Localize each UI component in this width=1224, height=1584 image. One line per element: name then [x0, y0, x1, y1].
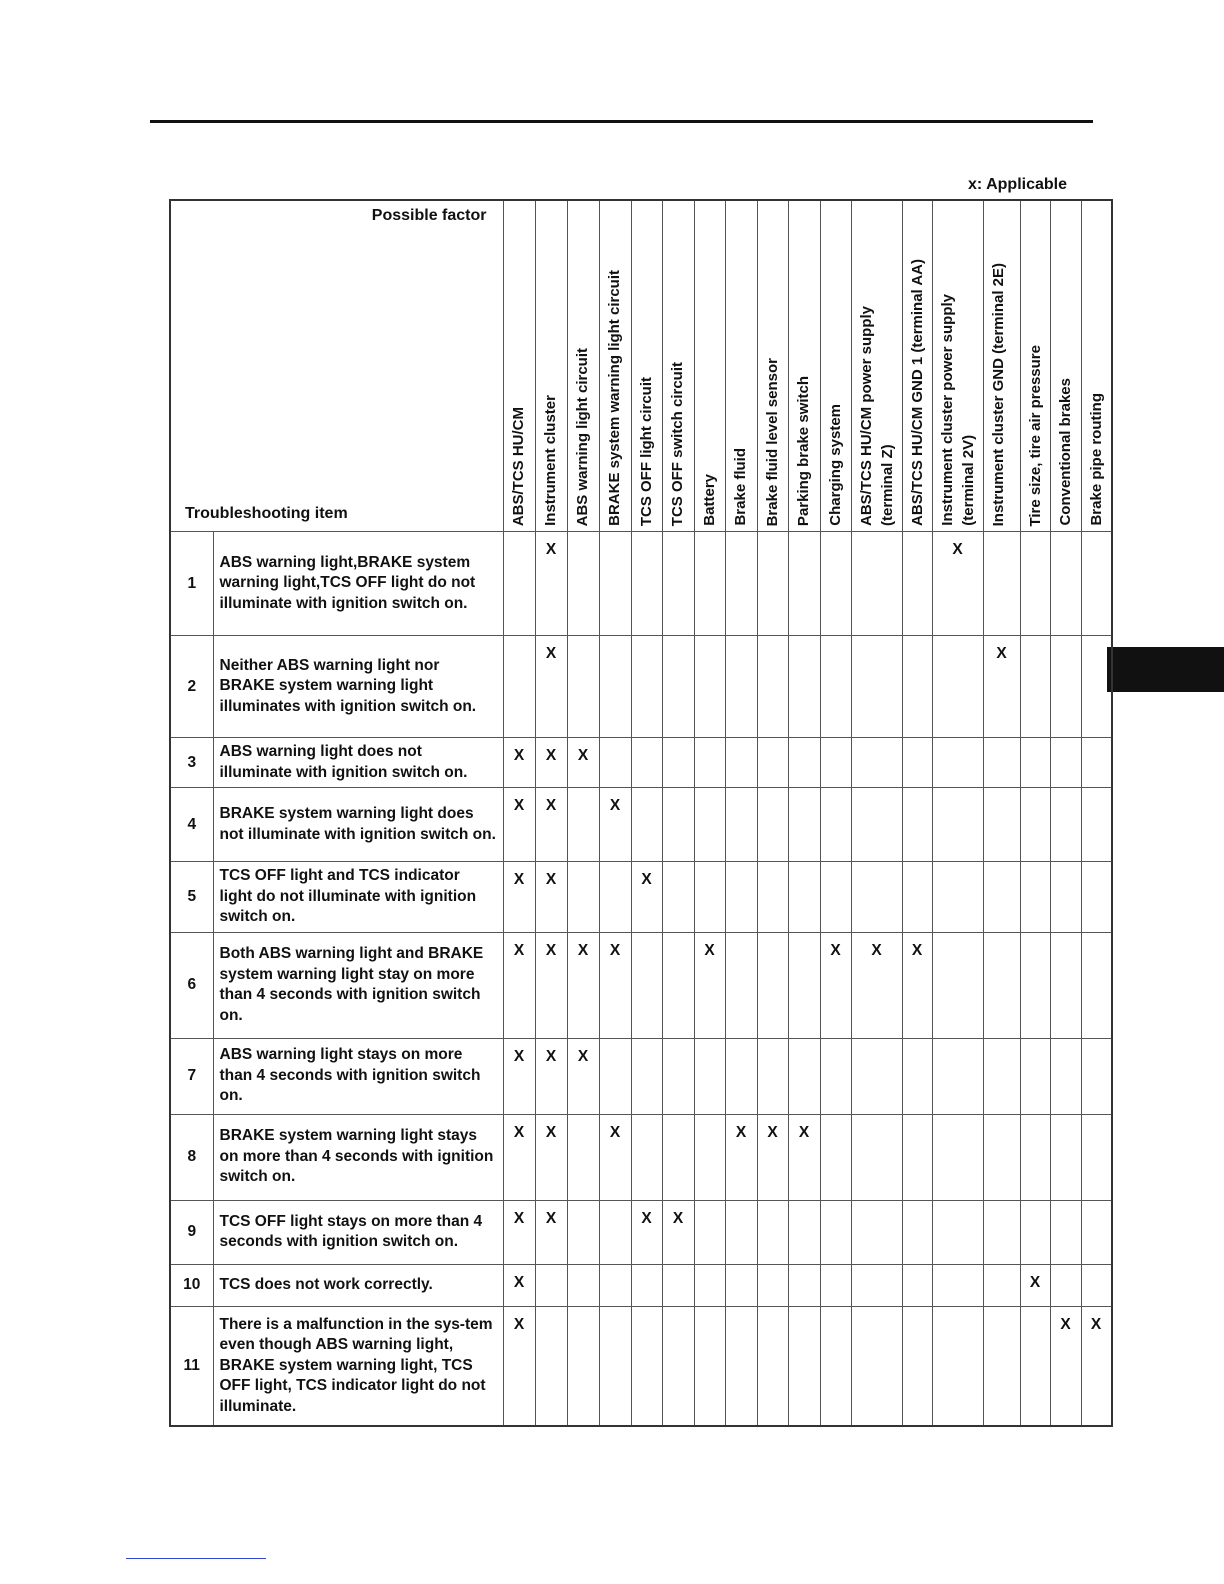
matrix-cell	[983, 738, 1020, 788]
matrix-cell	[1081, 1038, 1112, 1114]
matrix-cell	[599, 862, 631, 933]
matrix-cell	[1050, 1264, 1081, 1306]
factor-label: Instrument cluster GND (terminal 2E)	[989, 262, 1007, 526]
troubleshooting-item: BRAKE system warning light does not illuminate with ignition switch on.	[213, 788, 503, 862]
matrix-cell	[851, 636, 902, 738]
matrix-cell	[983, 1306, 1020, 1426]
applicable-mark: X	[535, 788, 567, 862]
matrix-cell	[725, 532, 757, 636]
matrix-cell	[788, 1306, 820, 1426]
table-row	[170, 636, 1112, 738]
matrix-cell	[631, 1306, 662, 1426]
applicable-mark: X	[503, 1038, 535, 1114]
factor-header-14	[932, 200, 983, 532]
matrix-cell	[694, 532, 725, 636]
matrix-cell	[902, 1200, 932, 1264]
factor-header-12	[851, 200, 902, 532]
matrix-cell	[757, 862, 788, 933]
matrix-cell	[694, 788, 725, 862]
matrix-cell	[932, 1200, 983, 1264]
matrix-cell	[902, 636, 932, 738]
matrix-cell	[1020, 636, 1050, 738]
matrix-cell	[757, 932, 788, 1038]
matrix-cell	[757, 738, 788, 788]
matrix-cell	[820, 1038, 851, 1114]
row-number: 5	[170, 862, 213, 933]
matrix-cell	[932, 1264, 983, 1306]
matrix-cell	[820, 1200, 851, 1264]
matrix-cell	[983, 862, 1020, 933]
applicable-mark: X	[503, 932, 535, 1038]
matrix-cell	[599, 1264, 631, 1306]
matrix-cell	[725, 738, 757, 788]
matrix-cell	[662, 532, 694, 636]
applicable-mark: X	[983, 636, 1020, 738]
matrix-cell	[662, 932, 694, 1038]
row-number: 7	[170, 1038, 213, 1114]
factor-label: Instrument cluster power supply (terminal 2V)	[938, 294, 977, 526]
applicable-mark: X	[503, 1264, 535, 1306]
applicable-mark: X	[503, 862, 535, 933]
applicable-mark: X	[1020, 1264, 1050, 1306]
troubleshooting-item: Neither ABS warning light nor BRAKE system warning light illuminates with ignition switch on.	[213, 636, 503, 738]
troubleshooting-item-label: Troubleshooting item	[185, 505, 348, 522]
applicable-mark: X	[599, 788, 631, 862]
matrix-cell	[694, 1038, 725, 1114]
matrix-cell	[902, 788, 932, 862]
matrix-cell	[788, 862, 820, 933]
factor-label: Brake fluid level sensor	[763, 357, 781, 526]
table-row	[170, 1038, 1112, 1114]
matrix-cell	[902, 1038, 932, 1114]
factor-header-7	[694, 200, 725, 532]
matrix-cell	[788, 788, 820, 862]
matrix-cell	[694, 1114, 725, 1200]
troubleshooting-item: ABS warning light does not illuminate with ignition switch on.	[213, 738, 503, 788]
factor-label: TCS OFF light circuit	[637, 376, 655, 526]
matrix-cell	[725, 932, 757, 1038]
factor-header-16	[1020, 200, 1050, 532]
matrix-cell	[662, 788, 694, 862]
table-row	[170, 1200, 1112, 1264]
factor-label: ABS/TCS HU/CM GND 1 (terminal AA)	[908, 259, 926, 526]
matrix-cell	[694, 1264, 725, 1306]
matrix-cell	[1081, 1200, 1112, 1264]
matrix-cell	[851, 1306, 902, 1426]
matrix-cell	[631, 1038, 662, 1114]
factor-label: BRAKE system warning light circuit	[605, 270, 623, 526]
matrix-cell	[631, 1264, 662, 1306]
factor-header-row	[170, 200, 1112, 532]
matrix-cell	[567, 788, 599, 862]
matrix-cell	[631, 788, 662, 862]
troubleshooting-item: ABS warning light stays on more than 4 seconds with ignition switch on.	[213, 1038, 503, 1114]
applicable-mark: X	[932, 532, 983, 636]
applicable-mark: X	[631, 1200, 662, 1264]
matrix-cell	[983, 1038, 1020, 1114]
matrix-cell	[1050, 532, 1081, 636]
matrix-cell	[725, 636, 757, 738]
matrix-cell	[725, 1264, 757, 1306]
row-number: 8	[170, 1114, 213, 1200]
applicable-mark: X	[1081, 1306, 1112, 1426]
matrix-cell	[725, 1038, 757, 1114]
matrix-cell	[820, 788, 851, 862]
applicable-mark: X	[788, 1114, 820, 1200]
matrix-cell	[631, 1114, 662, 1200]
matrix-cell	[820, 1114, 851, 1200]
matrix-cell	[757, 1038, 788, 1114]
matrix-cell	[567, 1306, 599, 1426]
matrix-cell	[662, 1264, 694, 1306]
matrix-cell	[1081, 636, 1112, 738]
matrix-cell	[788, 532, 820, 636]
applicable-mark: X	[851, 932, 902, 1038]
matrix-cell	[599, 1200, 631, 1264]
matrix-cell	[851, 1200, 902, 1264]
matrix-cell	[983, 532, 1020, 636]
factor-header-15	[983, 200, 1020, 532]
matrix-cell	[599, 738, 631, 788]
factor-header-9	[757, 200, 788, 532]
factor-label: ABS/TCS HU/CM power supply (terminal Z)	[857, 305, 896, 526]
matrix-cell	[567, 1200, 599, 1264]
row-number: 3	[170, 738, 213, 788]
applicable-mark: X	[535, 532, 567, 636]
matrix-cell	[694, 1306, 725, 1426]
matrix-cell	[662, 636, 694, 738]
factor-header-4	[599, 200, 631, 532]
troubleshooting-item: TCS does not work correctly.	[213, 1264, 503, 1306]
table-row	[170, 532, 1112, 636]
matrix-cell	[1081, 788, 1112, 862]
row-number: 2	[170, 636, 213, 738]
applicable-mark: X	[820, 932, 851, 1038]
matrix-cell	[788, 1038, 820, 1114]
factor-label: Tire size, tire air pressure	[1026, 344, 1044, 526]
row-number: 6	[170, 932, 213, 1038]
factor-label: Battery	[700, 474, 718, 526]
matrix-cell	[932, 862, 983, 933]
factor-header-8	[725, 200, 757, 532]
factor-header-1	[503, 200, 535, 532]
factor-label: Brake pipe routing	[1087, 393, 1105, 526]
matrix-cell	[788, 636, 820, 738]
matrix-cell	[932, 932, 983, 1038]
matrix-cell	[932, 1306, 983, 1426]
matrix-cell	[631, 532, 662, 636]
factor-label: ABS warning light circuit	[573, 347, 591, 526]
troubleshooting-item: BRAKE system warning light stays on more than 4 seconds with ignition switch on.	[213, 1114, 503, 1200]
matrix-cell	[662, 1306, 694, 1426]
matrix-cell	[902, 738, 932, 788]
matrix-cell	[567, 1114, 599, 1200]
matrix-cell	[902, 862, 932, 933]
matrix-cell	[902, 1114, 932, 1200]
matrix-cell	[983, 1114, 1020, 1200]
possible-factor-label: Possible factor	[371, 207, 487, 224]
matrix-cell	[1050, 1200, 1081, 1264]
matrix-cell	[1020, 932, 1050, 1038]
applicable-mark: X	[1050, 1306, 1081, 1426]
matrix-cell	[1020, 532, 1050, 636]
matrix-cell	[1081, 532, 1112, 636]
factor-header-6	[662, 200, 694, 532]
matrix-cell	[694, 636, 725, 738]
legend-applicable: x: Applicable	[968, 176, 1067, 193]
applicable-mark: X	[567, 932, 599, 1038]
matrix-cell	[725, 1306, 757, 1426]
matrix-cell	[662, 1038, 694, 1114]
matrix-cell	[1020, 1306, 1050, 1426]
row-number: 4	[170, 788, 213, 862]
matrix-cell	[631, 738, 662, 788]
troubleshooting-item: TCS OFF light stays on more than 4 seconds with ignition switch on.	[213, 1200, 503, 1264]
matrix-cell	[1081, 1264, 1112, 1306]
matrix-cell	[757, 1264, 788, 1306]
matrix-cell	[788, 738, 820, 788]
table-row	[170, 862, 1112, 933]
matrix-cell	[902, 1264, 932, 1306]
table-row	[170, 932, 1112, 1038]
matrix-cell	[1081, 1114, 1112, 1200]
row-number: 1	[170, 532, 213, 636]
matrix-cell	[851, 738, 902, 788]
matrix-cell	[725, 1200, 757, 1264]
matrix-cell	[851, 1038, 902, 1114]
factor-header-11	[820, 200, 851, 532]
applicable-mark: X	[757, 1114, 788, 1200]
matrix-cell	[1050, 862, 1081, 933]
matrix-cell	[1050, 932, 1081, 1038]
matrix-cell	[1020, 862, 1050, 933]
matrix-cell	[1020, 738, 1050, 788]
applicable-mark: X	[503, 1306, 535, 1426]
applicable-mark: X	[535, 738, 567, 788]
matrix-cell	[788, 1200, 820, 1264]
matrix-cell	[662, 1114, 694, 1200]
troubleshooting-item: ABS warning light,BRAKE system warning light,TCS OFF light do not illuminate with ignition switch on.	[213, 532, 503, 636]
matrix-cell	[567, 636, 599, 738]
troubleshooting-item: Both ABS warning light and BRAKE system warning light stay on more than 4 seconds with ignition switch on.	[213, 932, 503, 1038]
matrix-cell	[983, 788, 1020, 862]
table-row	[170, 788, 1112, 862]
table-row	[170, 1264, 1112, 1306]
footer-link-underline	[126, 1558, 266, 1559]
matrix-cell	[757, 1306, 788, 1426]
factor-header-17	[1050, 200, 1081, 532]
matrix-cell	[851, 532, 902, 636]
factor-header-10	[788, 200, 820, 532]
factor-header-3	[567, 200, 599, 532]
matrix-cell	[932, 738, 983, 788]
troubleshooting-matrix	[169, 199, 1113, 1427]
matrix-cell	[631, 932, 662, 1038]
matrix-cell	[599, 636, 631, 738]
section-tab	[1107, 647, 1224, 692]
matrix-cell	[902, 532, 932, 636]
matrix-cell	[662, 862, 694, 933]
matrix-cell	[851, 788, 902, 862]
matrix-cell	[757, 788, 788, 862]
matrix-cell	[757, 532, 788, 636]
matrix-cell	[567, 1264, 599, 1306]
applicable-mark: X	[567, 1038, 599, 1114]
applicable-mark: X	[503, 788, 535, 862]
applicable-mark: X	[503, 1114, 535, 1200]
matrix-cell	[1020, 1114, 1050, 1200]
applicable-mark: X	[662, 1200, 694, 1264]
matrix-cell	[631, 636, 662, 738]
matrix-cell	[983, 932, 1020, 1038]
factor-label: Instrument cluster	[541, 395, 559, 526]
matrix-cell	[932, 1114, 983, 1200]
matrix-cell	[820, 862, 851, 933]
factor-label: Parking brake switch	[794, 375, 812, 526]
matrix-cell	[567, 532, 599, 636]
factor-header-2	[535, 200, 567, 532]
row-number: 10	[170, 1264, 213, 1306]
matrix-cell	[535, 1306, 567, 1426]
matrix-cell	[535, 1264, 567, 1306]
factor-label: TCS OFF switch circuit	[668, 361, 686, 526]
applicable-mark: X	[631, 862, 662, 933]
matrix-cell	[820, 1264, 851, 1306]
applicable-mark: X	[503, 1200, 535, 1264]
matrix-cell	[983, 1200, 1020, 1264]
troubleshooting-item: TCS OFF light and TCS indicator light do not illuminate with ignition switch on.	[213, 862, 503, 933]
matrix-cell	[1020, 1200, 1050, 1264]
matrix-cell	[725, 862, 757, 933]
matrix-cell	[851, 1264, 902, 1306]
matrix-cell	[694, 1200, 725, 1264]
table-row	[170, 738, 1112, 788]
matrix-cell	[1050, 1038, 1081, 1114]
matrix-cell	[599, 1306, 631, 1426]
matrix-cell	[599, 532, 631, 636]
matrix-cell	[1081, 862, 1112, 933]
row-number: 11	[170, 1306, 213, 1426]
factor-label: Conventional brakes	[1056, 378, 1074, 526]
matrix-cell	[1081, 932, 1112, 1038]
applicable-mark: X	[725, 1114, 757, 1200]
factor-label: ABS/TCS HU/CM	[509, 406, 527, 526]
matrix-cell	[983, 1264, 1020, 1306]
matrix-cell	[788, 1264, 820, 1306]
applicable-mark: X	[535, 1200, 567, 1264]
matrix-cell	[932, 636, 983, 738]
applicable-mark: X	[599, 932, 631, 1038]
applicable-mark: X	[694, 932, 725, 1038]
applicable-mark: X	[535, 1038, 567, 1114]
factor-label: Charging system	[826, 404, 844, 526]
matrix-cell	[1050, 1114, 1081, 1200]
applicable-mark: X	[503, 738, 535, 788]
factor-header-5	[631, 200, 662, 532]
matrix-cell	[599, 1038, 631, 1114]
matrix-cell	[1020, 1038, 1050, 1114]
applicable-mark: X	[535, 1114, 567, 1200]
matrix-cell	[820, 1306, 851, 1426]
matrix-cell	[1020, 788, 1050, 862]
matrix-cell	[851, 862, 902, 933]
factor-header-13	[902, 200, 932, 532]
table-row	[170, 1114, 1112, 1200]
applicable-mark: X	[599, 1114, 631, 1200]
matrix-cell	[567, 862, 599, 933]
matrix-cell	[694, 862, 725, 933]
applicable-mark: X	[567, 738, 599, 788]
matrix-cell	[902, 1306, 932, 1426]
troubleshooting-item: There is a malfunction in the sys-tem even though ABS warning light, BRAKE system warning light, TCS OFF light, TCS indicator light do not illuminate.	[213, 1306, 503, 1426]
applicable-mark: X	[535, 932, 567, 1038]
matrix-cell	[851, 1114, 902, 1200]
applicable-mark: X	[535, 862, 567, 933]
applicable-mark: X	[535, 636, 567, 738]
matrix-cell	[725, 788, 757, 862]
factor-header-18	[1081, 200, 1112, 532]
matrix-cell	[820, 532, 851, 636]
matrix-cell	[503, 636, 535, 738]
matrix-cell	[1050, 788, 1081, 862]
table-corner	[170, 200, 503, 532]
matrix-cell	[503, 532, 535, 636]
table-row	[170, 1306, 1112, 1426]
matrix-cell	[1081, 738, 1112, 788]
matrix-cell	[1050, 738, 1081, 788]
matrix-cell	[788, 932, 820, 1038]
header-rule	[150, 120, 1093, 123]
matrix-cell	[820, 636, 851, 738]
matrix-cell	[757, 1200, 788, 1264]
matrix-cell	[1050, 636, 1081, 738]
matrix-cell	[820, 738, 851, 788]
row-number: 9	[170, 1200, 213, 1264]
matrix-cell	[694, 738, 725, 788]
factor-label: Brake fluid	[731, 448, 749, 526]
matrix-cell	[932, 788, 983, 862]
matrix-cell	[932, 1038, 983, 1114]
applicable-mark: X	[902, 932, 932, 1038]
matrix-cell	[662, 738, 694, 788]
matrix-cell	[757, 636, 788, 738]
